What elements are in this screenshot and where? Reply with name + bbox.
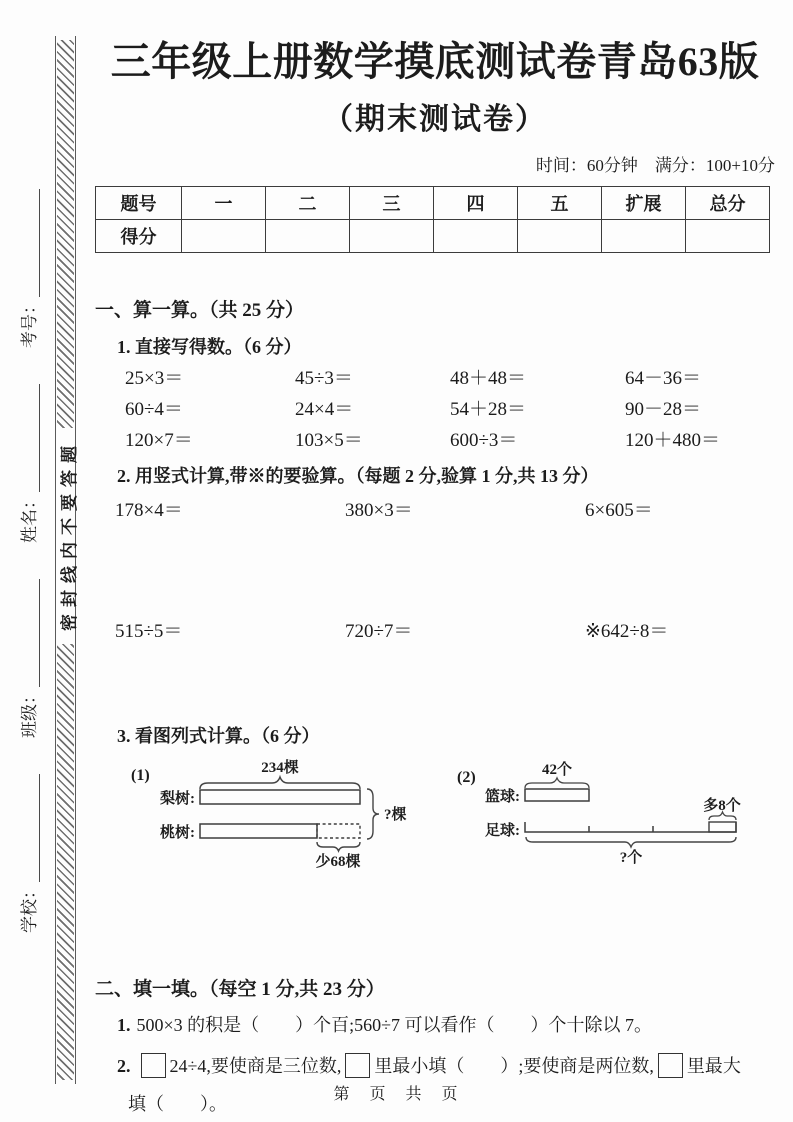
s2-q2-seg2: 里最小填（ ）;要使商是两位数, — [374, 1056, 654, 1076]
equation: 178×4＝ — [115, 500, 183, 521]
class-blank-line — [24, 579, 40, 687]
peach-bar-dotted — [317, 824, 360, 838]
equation: 720÷7＝ — [345, 621, 413, 642]
name-label: 姓名： — [19, 492, 39, 543]
soccer-label: 足球: — [485, 823, 520, 839]
equation: 45÷3＝ — [295, 368, 353, 389]
less-brace — [317, 842, 360, 851]
score-empty-cell — [266, 220, 350, 253]
basketball-bar — [525, 789, 589, 801]
equation: 6×605＝ — [585, 500, 653, 521]
score-table-value-row — [96, 220, 770, 253]
bar-diagrams — [95, 752, 775, 910]
diagram2-tag: (2) — [457, 769, 476, 786]
score-header-cell: 四 — [434, 187, 518, 220]
class-label: 班级： — [19, 687, 39, 738]
soccer-bar-line — [525, 822, 736, 832]
s1-q2-heading: 2. 用竖式计算,带※的要验算。（每题 2 分,验算 1 分,共 13 分） — [117, 466, 599, 486]
equation: 380×3＝ — [345, 500, 413, 521]
s2-q2-continuation: 填（ ）。 — [128, 1094, 227, 1114]
school-blank-line — [24, 774, 40, 882]
equation: 120×7＝ — [125, 430, 193, 451]
page-title: 三年级上册数学摸底测试卷青岛63版 — [110, 39, 760, 84]
score-header-cell: 题号 — [96, 187, 182, 220]
equation: 64－36＝ — [625, 368, 702, 389]
ball-bar-diagram — [453, 758, 758, 868]
diagram1-top-label: 234棵 — [261, 760, 299, 776]
score-empty-cell — [182, 220, 266, 253]
oral-calc-grid — [125, 368, 775, 451]
s2-q1-line — [117, 1012, 775, 1038]
score-row-label: 得分 — [96, 220, 182, 253]
diagram2-question-label: ?个 — [619, 850, 643, 866]
school-label: 学校： — [19, 882, 39, 933]
s2-q1-number: 1. — [117, 1015, 131, 1035]
soccer-total-brace — [526, 837, 736, 847]
column-calc-row2 — [115, 621, 775, 642]
pear-label: 梨树: — [160, 791, 195, 807]
score-header-cell: 扩展 — [602, 187, 686, 220]
s2-q2-number: 2. — [117, 1056, 131, 1076]
examnum-blank-line — [24, 189, 40, 297]
score-empty-cell — [350, 220, 434, 253]
score-empty-cell — [602, 220, 686, 253]
seal-line-column — [55, 36, 79, 1084]
examnum-field — [15, 189, 40, 348]
column-calc-row1 — [115, 500, 775, 521]
exam-meta: 时间：60分钟 满分：100+10分 — [535, 156, 775, 175]
peach-label: 桃树: — [160, 825, 195, 841]
s2-q2-seg3: 里最大 — [686, 1056, 741, 1076]
student-info-fields — [4, 56, 50, 1066]
blank-box — [658, 1053, 683, 1078]
equation: 48＋48＝ — [450, 368, 527, 389]
main-content — [95, 0, 775, 1116]
working-space — [95, 521, 775, 609]
blank-box — [345, 1053, 370, 1078]
score-header-cell: 总分 — [686, 187, 770, 220]
class-field — [15, 579, 40, 738]
score-empty-cell — [686, 220, 770, 253]
diagram1-less-label: 少68棵 — [315, 854, 361, 870]
score-header-cell: 三 — [350, 187, 434, 220]
equation: 24×4＝ — [295, 399, 354, 420]
seal-hatching-top — [57, 40, 74, 428]
s2-q2-seg1: 24÷4,要使商是三位数, — [169, 1056, 342, 1076]
seal-hatching-bottom — [57, 644, 74, 1080]
equation: 103×5＝ — [295, 430, 363, 451]
score-header-cell: 二 — [266, 187, 350, 220]
equation: 60÷4＝ — [125, 399, 183, 420]
school-field — [15, 774, 40, 933]
score-empty-cell — [518, 220, 602, 253]
right-brace — [367, 789, 379, 839]
equation: 90－28＝ — [625, 399, 702, 420]
s2-q2-line — [117, 1048, 775, 1084]
basketball-brace — [525, 778, 589, 788]
page-subtitle: （期末测试卷） — [323, 103, 547, 136]
name-blank-line — [24, 384, 40, 492]
score-header-cell: 一 — [182, 187, 266, 220]
equation: 120＋480＝ — [625, 430, 721, 451]
page-footer: 第 页 共 页 — [333, 1086, 460, 1103]
blank-box — [141, 1053, 166, 1078]
soccer-extra-box — [709, 822, 736, 832]
diagram1-question-label: ?棵 — [384, 807, 407, 823]
equation: 515÷5＝ — [115, 621, 183, 642]
pear-bar — [200, 790, 360, 804]
section2-heading: 二、填一填。（每空 1 分,共 23 分） — [95, 979, 385, 1000]
equation: 600÷3＝ — [450, 430, 518, 451]
score-table-header-row — [96, 187, 770, 220]
score-header-cell: 五 — [518, 187, 602, 220]
equation: 54＋28＝ — [450, 399, 527, 420]
seal-line-text: 密封线内不要答题 — [59, 439, 79, 631]
tree-bar-diagram — [125, 758, 420, 873]
diagram2-top-label: 42个 — [541, 762, 573, 778]
examnum-label: 考号： — [19, 297, 39, 348]
peach-bar-solid — [200, 824, 317, 838]
s2-q1-text: 500×3 的积是（ ）个百;560÷7 可以看作（ ）个十除以 7。 — [136, 1015, 653, 1035]
section1-heading: 一、算一算。（共 25 分） — [95, 300, 305, 321]
diagram1-tag: (1) — [131, 767, 150, 784]
name-field — [15, 384, 40, 543]
top-brace — [200, 777, 360, 789]
equation: 25×3＝ — [125, 368, 184, 389]
score-empty-cell — [434, 220, 518, 253]
s1-q3-heading: 3. 看图列式计算。（6 分） — [117, 726, 320, 746]
basketball-label: 篮球: — [485, 789, 520, 805]
s1-q1-heading: 1. 直接写得数。（6 分） — [117, 337, 302, 357]
more-label: 多8个 — [703, 798, 741, 814]
equation: ※642÷8＝ — [585, 621, 669, 642]
score-table — [95, 186, 770, 253]
